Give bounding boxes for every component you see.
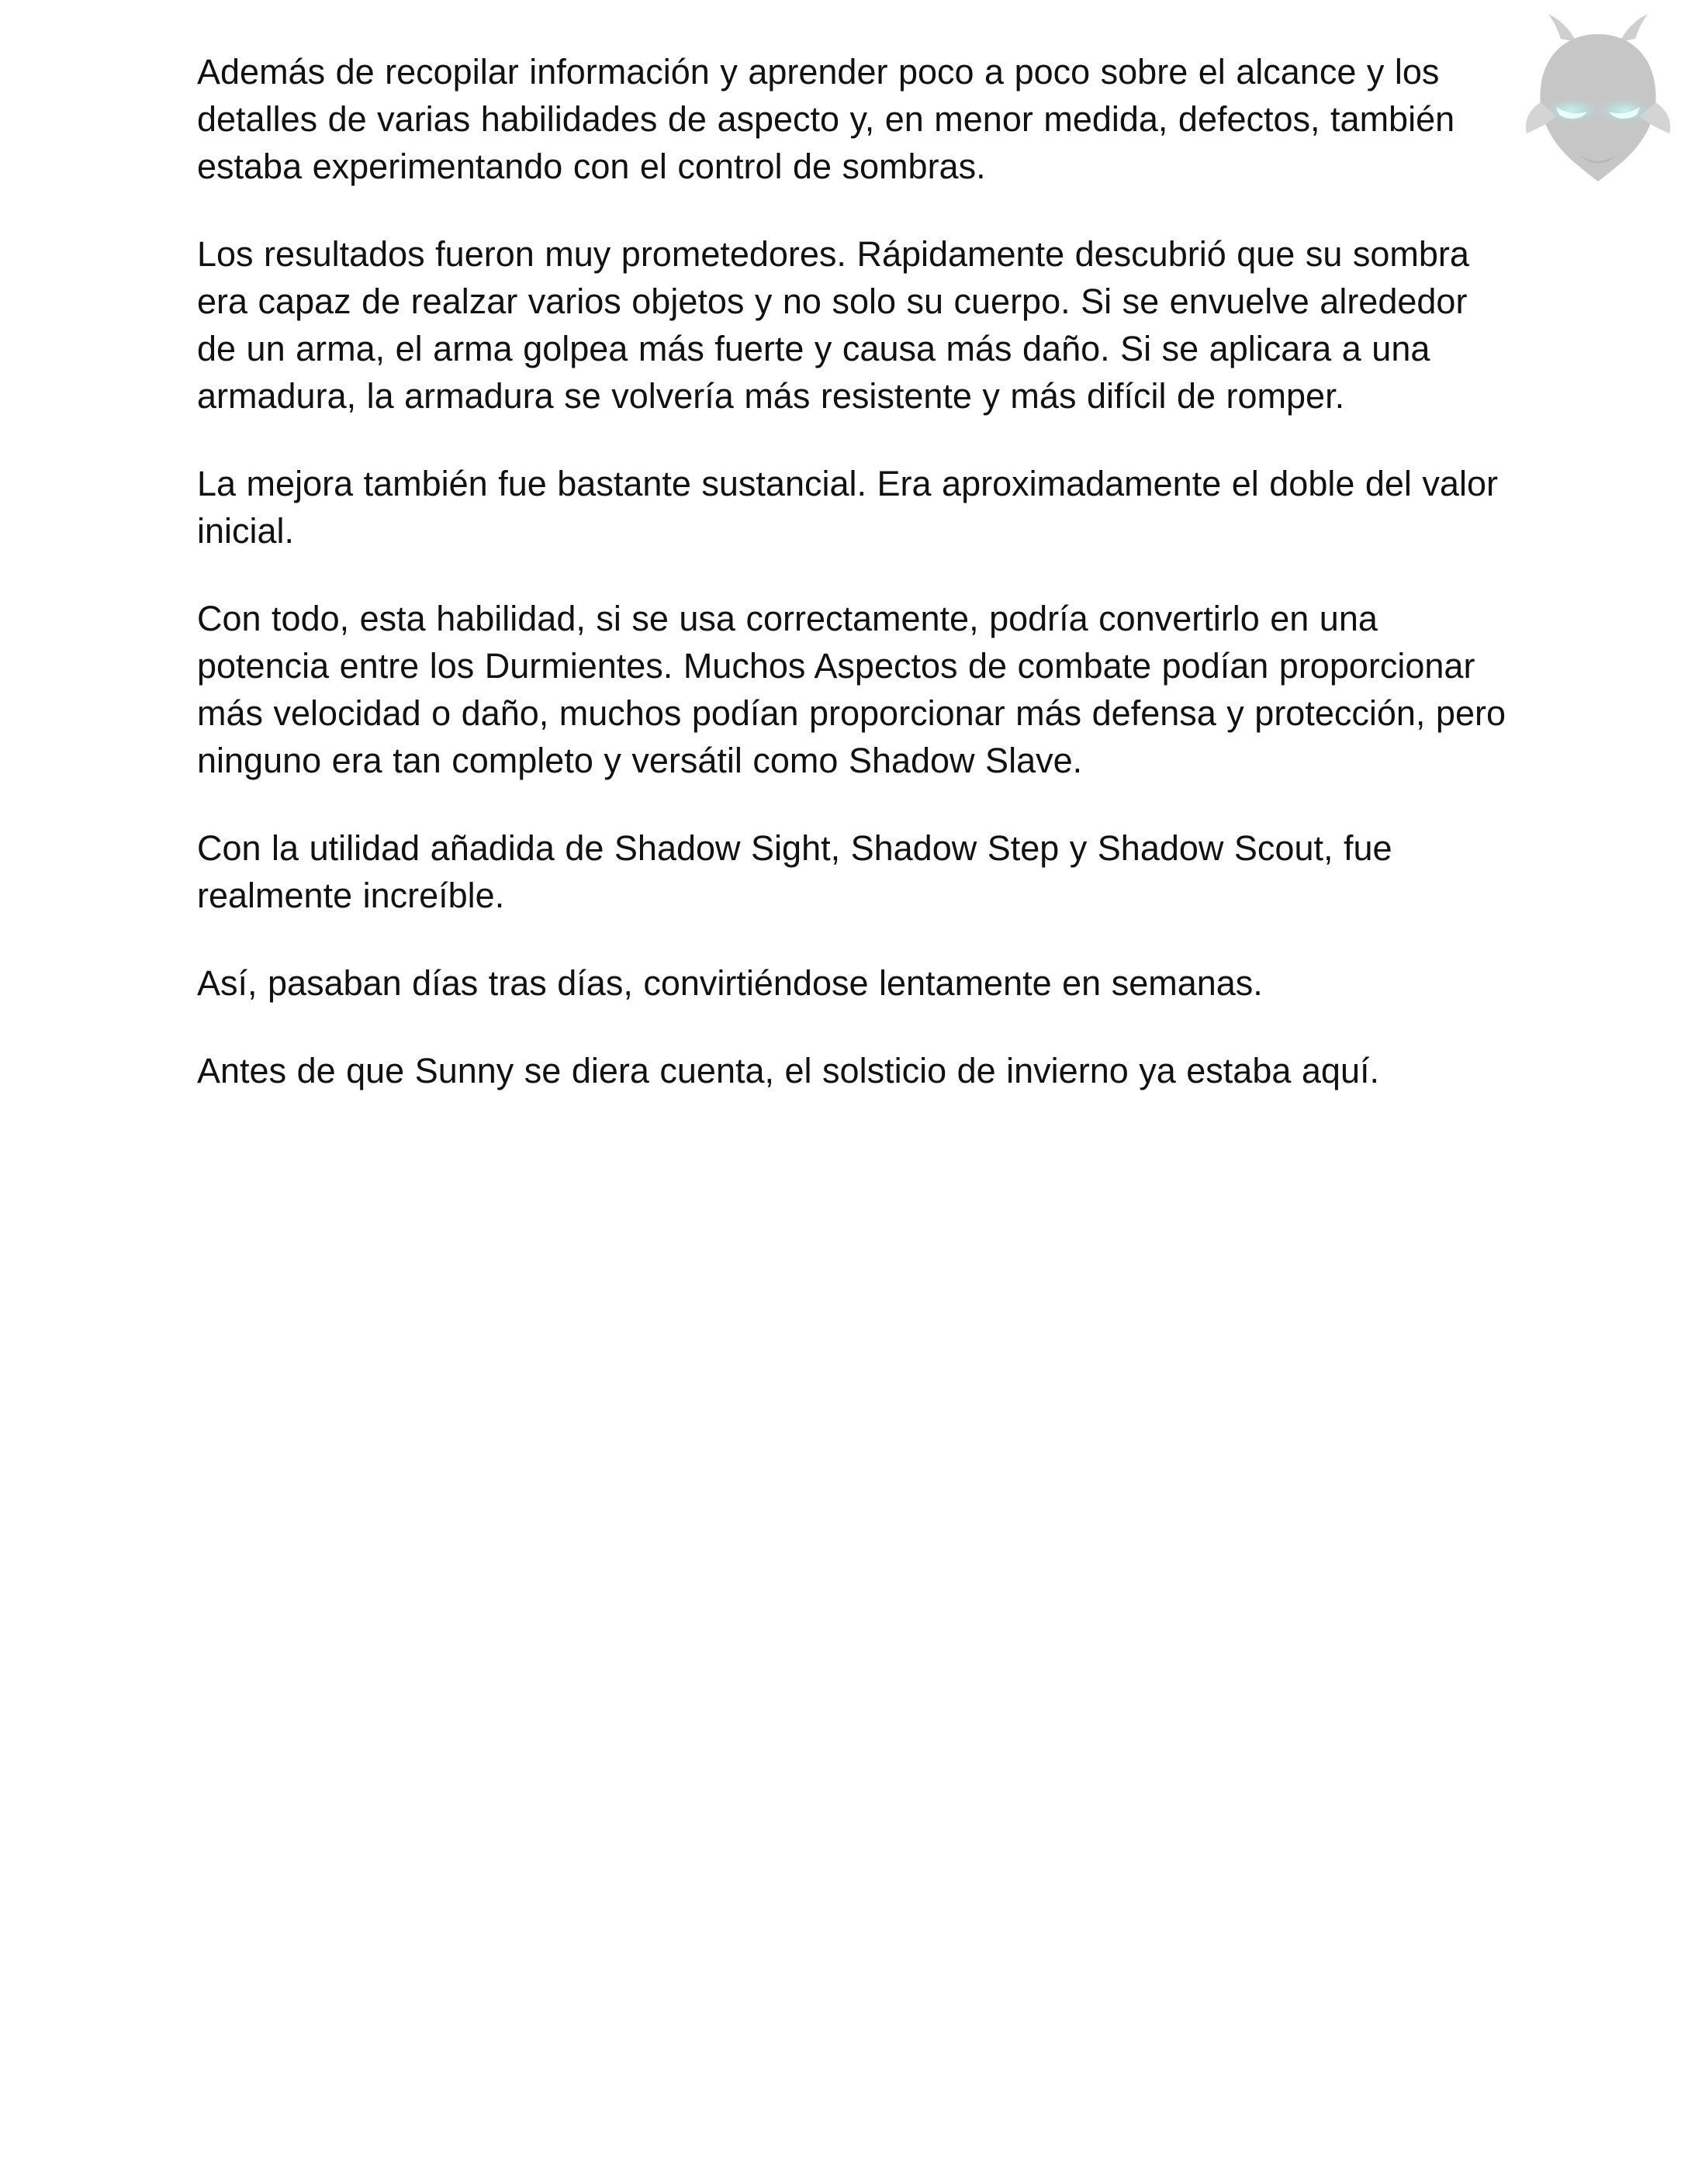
demon-head-logo-icon xyxy=(1520,11,1676,189)
demon-head-logo-svg xyxy=(1520,11,1676,189)
document-body xyxy=(197,48,1508,1135)
paragraph-5: Con la utilidad añadida de Shadow Sight, Shadow Step y Shadow Scout, fue realmente increíble. xyxy=(197,828,1392,915)
paragraph-1: Además de recopilar información y aprender poco a poco sobre el alcance y los detalles de varias habilidades de aspecto y, en menor medida, defectos, también estaba experimentando con el control de sombras. xyxy=(197,52,1455,186)
paragraph-2: Los resultados fueron muy prometedores. Rápidamente descubrió que su sombra era capaz de realzar varios objetos y no solo su cuerpo. Si se envuelve alrededor de un arma, el arma golpea más fuerte y causa más daño. Si se aplicara a una armadura, la armadura se volvería más resistente y más difícil de romper. xyxy=(197,234,1469,416)
paragraph-3: La mejora también fue bastante sustancial. Era aproximadamente el doble del valor inicial. xyxy=(197,464,1498,551)
paragraph-7: Antes de que Sunny se diera cuenta, el solsticio de invierno ya estaba aquí. xyxy=(197,1051,1379,1090)
paragraph-6: Así, pasaban días tras días, convirtiéndose lentamente en semanas. xyxy=(197,963,1263,1003)
paragraph-4: Con todo, esta habilidad, si se usa correctamente, podría convertirlo en una potencia entre los Durmientes. Muchos Aspectos de combate podían proporcionar más velocidad o daño, muchos podían proporcionar más defensa y protección, pero ninguno era tan completo y versátil como Shadow Slave. xyxy=(197,599,1506,780)
